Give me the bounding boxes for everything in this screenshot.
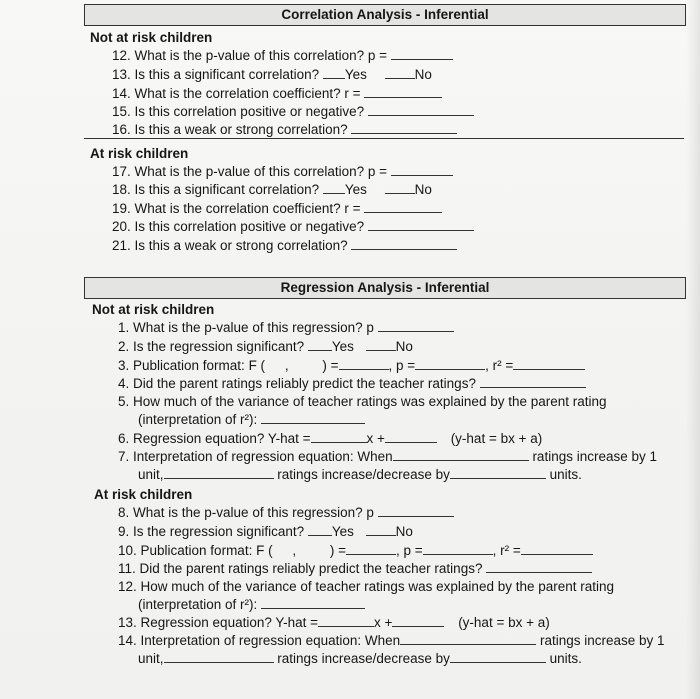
reg-q14-when-blank[interactable] bbox=[400, 633, 536, 645]
reg-q14-unit-blank[interactable] bbox=[164, 651, 274, 663]
corr-q18: 18. Is this a significant correlation? Yes No bbox=[112, 182, 432, 197]
reg-q3-p-blank[interactable] bbox=[415, 358, 485, 370]
corr-not-at-risk-label: Not at risk children bbox=[90, 30, 213, 45]
corr-q17-answer[interactable] bbox=[391, 164, 453, 176]
reg-q6-a-blank[interactable] bbox=[385, 431, 437, 443]
reg-q3: 3. Publication format: F ( , ) = , p = , r² = bbox=[118, 358, 585, 374]
corr-q13-yes-blank[interactable] bbox=[323, 67, 345, 79]
reg-q8: 8. What is the p-value of this regression? p bbox=[118, 505, 454, 521]
reg-q2-no-blank[interactable] bbox=[366, 339, 396, 351]
reg-q7-unit-blank[interactable] bbox=[164, 467, 274, 479]
reg-q12-line2: (interpretation of r²): bbox=[138, 597, 365, 613]
reg-q5-answer[interactable] bbox=[261, 412, 365, 424]
reg-q9-no-blank[interactable] bbox=[366, 524, 396, 536]
reg-q9: 9. Is the regression significant? Yes No bbox=[118, 524, 413, 539]
corr-q13: 13. Is this a significant correlation? Yes No bbox=[112, 67, 432, 82]
page-shadow bbox=[686, 0, 700, 699]
reg-q10-r2-blank[interactable] bbox=[521, 543, 593, 555]
reg-q10: 10. Publication format: F ( , ) = , p = , r² = bbox=[118, 543, 593, 559]
reg-q7: 7. Interpretation of regression equation: When ratings increase by 1 bbox=[118, 449, 658, 464]
reg-q3-f-blank[interactable] bbox=[339, 358, 389, 370]
reg-q10-f-blank[interactable] bbox=[346, 543, 396, 555]
reg-q4: 4. Did the parent ratings reliably predict the teacher ratings? bbox=[118, 376, 586, 392]
corr-q14-answer[interactable] bbox=[364, 86, 442, 98]
reg-q2-yes-blank[interactable] bbox=[308, 339, 332, 351]
reg-q8-answer[interactable] bbox=[378, 505, 454, 517]
correlation-header: Correlation Analysis - Inferential bbox=[84, 4, 686, 26]
corr-at-risk-label: At risk children bbox=[90, 146, 189, 161]
reg-q10-p-blank[interactable] bbox=[423, 543, 493, 555]
reg-q6: 6. Regression equation? Y-hat = x + (y-hat = bx + a) bbox=[118, 431, 543, 446]
reg-q6-b-blank[interactable] bbox=[311, 431, 367, 443]
corr-q18-no-blank[interactable] bbox=[385, 182, 415, 194]
reg-q13: 13. Regression equation? Y-hat = x + (y-hat = bx + a) bbox=[118, 615, 550, 630]
reg-not-at-risk-label: Not at risk children bbox=[92, 302, 215, 317]
corr-q21-answer[interactable] bbox=[351, 238, 457, 250]
regression-header: Regression Analysis - Inferential bbox=[84, 277, 686, 299]
corr-q18-yes-blank[interactable] bbox=[323, 182, 345, 194]
corr-q20-answer[interactable] bbox=[368, 219, 474, 231]
reg-q11-answer[interactable] bbox=[486, 561, 592, 573]
reg-q9-yes-blank[interactable] bbox=[308, 524, 332, 536]
reg-at-risk-label: At risk children bbox=[94, 487, 193, 502]
reg-q4-answer[interactable] bbox=[480, 376, 586, 388]
corr-q20: 20. Is this correlation positive or negative? bbox=[112, 219, 474, 235]
corr-q14: 14. What is the correlation coefficient? r = bbox=[112, 86, 442, 102]
reg-q13-a-blank[interactable] bbox=[392, 615, 444, 627]
reg-q14: 14. Interpretation of regression equation: When ratings increase by 1 bbox=[118, 633, 665, 648]
section-divider bbox=[84, 138, 684, 139]
reg-q12: 12. How much of the variance of teacher ratings was explained by the parent rating bbox=[118, 579, 615, 594]
corr-q13-no-blank[interactable] bbox=[385, 67, 415, 79]
reg-q14-line2: unit, ratings increase/decrease by units. bbox=[138, 651, 582, 666]
corr-q15: 15. Is this correlation positive or negative? bbox=[112, 104, 474, 120]
corr-q15-answer[interactable] bbox=[368, 104, 474, 116]
reg-q7-when-blank[interactable] bbox=[393, 449, 529, 461]
reg-q11: 11. Did the parent ratings reliably predict the teacher ratings? bbox=[118, 561, 592, 577]
reg-q13-b-blank[interactable] bbox=[318, 615, 374, 627]
reg-q14-by-blank[interactable] bbox=[450, 651, 546, 663]
reg-q5-line2: (interpretation of r²): bbox=[138, 412, 365, 428]
reg-q1-answer[interactable] bbox=[378, 320, 454, 332]
corr-q19: 19. What is the correlation coefficient? r = bbox=[112, 201, 442, 217]
corr-q16: 16. Is this a weak or strong correlation? bbox=[112, 122, 457, 138]
corr-q19-answer[interactable] bbox=[364, 201, 442, 213]
reg-q3-r2-blank[interactable] bbox=[513, 358, 585, 370]
corr-q16-answer[interactable] bbox=[351, 122, 457, 134]
reg-q12-answer[interactable] bbox=[261, 597, 365, 609]
reg-q7-by-blank[interactable] bbox=[450, 467, 546, 479]
reg-q1: 1. What is the p-value of this regression? p bbox=[118, 320, 454, 336]
corr-q12-answer[interactable] bbox=[391, 48, 453, 60]
corr-q12: 12. What is the p-value of this correlation? p = bbox=[112, 48, 453, 64]
reg-q7-line2: unit, ratings increase/decrease by units. bbox=[138, 467, 582, 482]
corr-q21: 21. Is this a weak or strong correlation? bbox=[112, 238, 457, 254]
reg-q2: 2. Is the regression significant? Yes No bbox=[118, 339, 413, 354]
reg-q5: 5. How much of the variance of teacher ratings was explained by the parent rating bbox=[118, 394, 607, 409]
corr-q17: 17. What is the p-value of this correlation? p = bbox=[112, 164, 453, 180]
